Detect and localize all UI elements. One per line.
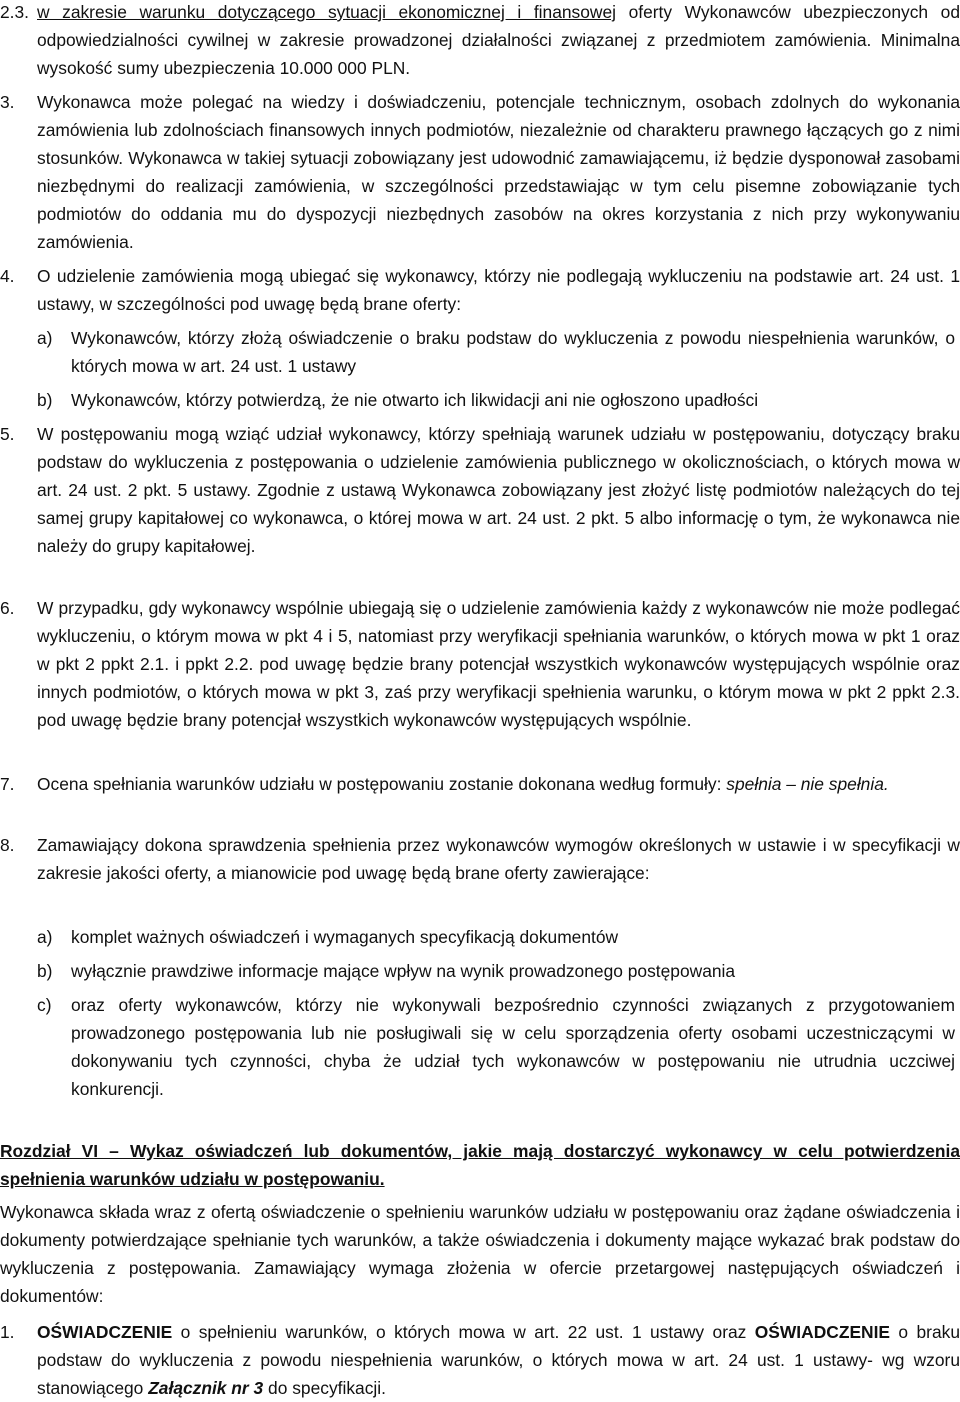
section-8-text: Zamawiający dokona sprawdzenia spełnienia przez wykonawców wymogów określonych w ustawie i w specyfikacji w zakresie jakości oferty, a mianowicie pod uwagę będą brane oferty zawierające:	[37, 835, 960, 883]
section-8-item-a	[37, 923, 955, 951]
section-2-3-underlined: w zakresie warunku dotyczącego sytuacji ekonomicznej i finansowej	[37, 2, 617, 22]
section-5	[0, 420, 960, 560]
section-4	[0, 262, 960, 318]
attachment-reference: Załącznik nr 3	[148, 1378, 264, 1398]
section-7-formula: spełnia – nie spełnia.	[726, 774, 889, 794]
section-4-item-b	[37, 386, 955, 414]
section-8-item-b-text: wyłącznie prawdziwe informacje mające wpływ na wynik prowadzonego postępowania	[71, 961, 736, 981]
item-number: 1.	[0, 1322, 15, 1342]
section-6-text: W przypadku, gdy wykonawcy wspólnie ubiegają się o udzielenie zamówienia każdy z wykonawców nie może podlegać wykluczeniu, o którym mowa w pkt 4 i 5, natomiast przy weryfikacji spełniania warunków, o których mowa w pkt 1 oraz w pkt 2 ppkt 2.1. i ppkt 2.2. pod uwagę będzie brany potencjał wszystkich wykonawców występujących wspólnie oraz innych podmiotów, o których mowa w pkt 3, zaś przy weryfikacji spełnienia warunku, o którym mowa w pkt 2 ppkt 2.3. pod uwagę będzie brany potencjał wszystkich wykonawców występujących wspólnie.	[37, 598, 960, 730]
item-label: b)	[37, 961, 53, 981]
section-8	[0, 831, 960, 887]
section-7	[0, 770, 960, 798]
section-8-item-c	[37, 991, 955, 1103]
item-1-text-3: do specyfikacji.	[263, 1378, 386, 1398]
chapter-heading: Rozdział VI – Wykaz oświadczeń lub dokumentów, jakie mają dostarczyć wykonawcy w celu potwierdzenia spełnienia warunków udziału w postępowaniu.	[0, 1141, 960, 1189]
item-label: c)	[37, 995, 52, 1015]
chapter-intro: Wykonawca składa wraz z ofertą oświadczenie o spełnieniu warunków udziału w postępowaniu oraz żądane oświadczenia i dokumenty potwierdzające spełnianie tych warunków, a także oświadczenia i dokumenty mające wykazać brak podstaw do wykluczenia z postępowania. Zamawiający wymaga złożenia w ofercie przetargowej następujących oświadczeń i dokumentów:	[0, 1202, 960, 1306]
section-4-item-a	[37, 324, 955, 380]
item-number: 7.	[0, 774, 15, 794]
section-4-text: O udzielenie zamówienia mogą ubiegać się wykonawcy, którzy nie podlegają wykluczeniu na podstawie art. 24 ust. 1 ustawy, w szczególności pod uwagę będą brane oferty:	[37, 266, 960, 314]
item-number: 6.	[0, 598, 15, 618]
section-4-item-a-text: Wykonawców, którzy złożą oświadczenie o braku podstaw do wykluczenia z powodu niespełnienia warunków, o których mowa w art. 24 ust. 1 ustawy	[71, 328, 955, 376]
item-1-text-2: o braku podstaw do wykluczenia z powodu niespełnienia warunków, o których mowa w art. 24 ust. 1 ustawy- wg wzoru stanowiącego	[37, 1322, 960, 1398]
section-8-item-b	[37, 957, 955, 985]
section-7-text: Ocena spełniania warunków udziału w postępowaniu zostanie dokonana według formuły:	[37, 774, 727, 794]
section-3-text: Wykonawca może polegać na wiedzy i doświadczeniu, potencjale technicznym, osobach zdolnych do wykonania zamówienia lub zdolnościach finansowych innych podmiotów, niezależnie od charakteru prawnego łączących go z nimi stosunków. Wykonawca w takiej sytuacji zobowiązany jest udowodnić zamawiającemu, iż będzie dysponował zasobami niezbędnymi do realizacji zamówienia, w szczególności przedstawiając w tym celu pisemne zobowiązanie tych podmiotów do oddania mu do dyspozycji niezbędnych zasobów na okres korzystania z nich przy wykonywaniu zamówienia.	[37, 92, 960, 252]
section-2-3-text: oferty Wykonawców ubezpieczonych od odpowiedzialności cywilnej w zakresie prowadzonej działalności związanej z przedmiotem zamówienia. Minimalna wysokość sumy ubezpieczenia 10.000 000 PLN.	[37, 2, 960, 78]
item-number: 2.3.	[0, 2, 30, 22]
item-1-bold-1: OŚWIADCZENIE	[37, 1322, 173, 1342]
section-6	[0, 594, 960, 734]
section-8-item-a-text: komplet ważnych oświadczeń i wymaganych specyfikacją dokumentów	[71, 927, 619, 947]
item-label: b)	[37, 390, 53, 410]
item-label: a)	[37, 328, 53, 348]
item-number: 3.	[0, 92, 15, 112]
section-2-3	[0, 0, 960, 82]
section-8-item-c-text: oraz oferty wykonawców, którzy nie wykonywali bezpośrednio czynności związanych z przygotowaniem prowadzonego postępowania lub nie posługiwali się w celu sporządzenia oferty osobami uczestniczącymi w dokonywaniu tych czynności, chyba że udział tych wykonawców w postępowaniu nie utrudnia uczciwej konkurencji.	[71, 995, 955, 1099]
item-label: a)	[37, 927, 53, 947]
section-3	[0, 88, 960, 256]
section-5-text: W postępowaniu mogą wziąć udział wykonawcy, którzy spełniają warunek udziału w postępowaniu, dotyczący braku podstaw do wykluczenia z postępowania o udzielenie zamówienia publicznego w okolicznościach, o których mowa w art. 24 ust. 2 pkt. 5 ustawy. Zgodnie z ustawą Wykonawca zobowiązany jest złożyć listę podmiotów należących do tej samej grupy kapitałowej co wykonawca, o której mowa w art. 24 ust. 2 pkt. 5 albo informację o tym, że wykonawca nie należy do grupy kapitałowej.	[37, 424, 960, 556]
item-1-text-1: o spełnieniu warunków, o których mowa w art. 22 ust. 1 ustawy oraz	[172, 1322, 755, 1342]
item-number: 4.	[0, 266, 15, 286]
document-item-1	[0, 1318, 960, 1402]
item-number: 5.	[0, 424, 15, 444]
section-4-item-b-text: Wykonawców, którzy potwierdzą, że nie otwarto ich likwidacji ani nie ogłoszono upadłości	[71, 390, 759, 410]
item-1-bold-2: OŚWIADCZENIE	[754, 1322, 891, 1342]
item-number: 8.	[0, 835, 15, 855]
